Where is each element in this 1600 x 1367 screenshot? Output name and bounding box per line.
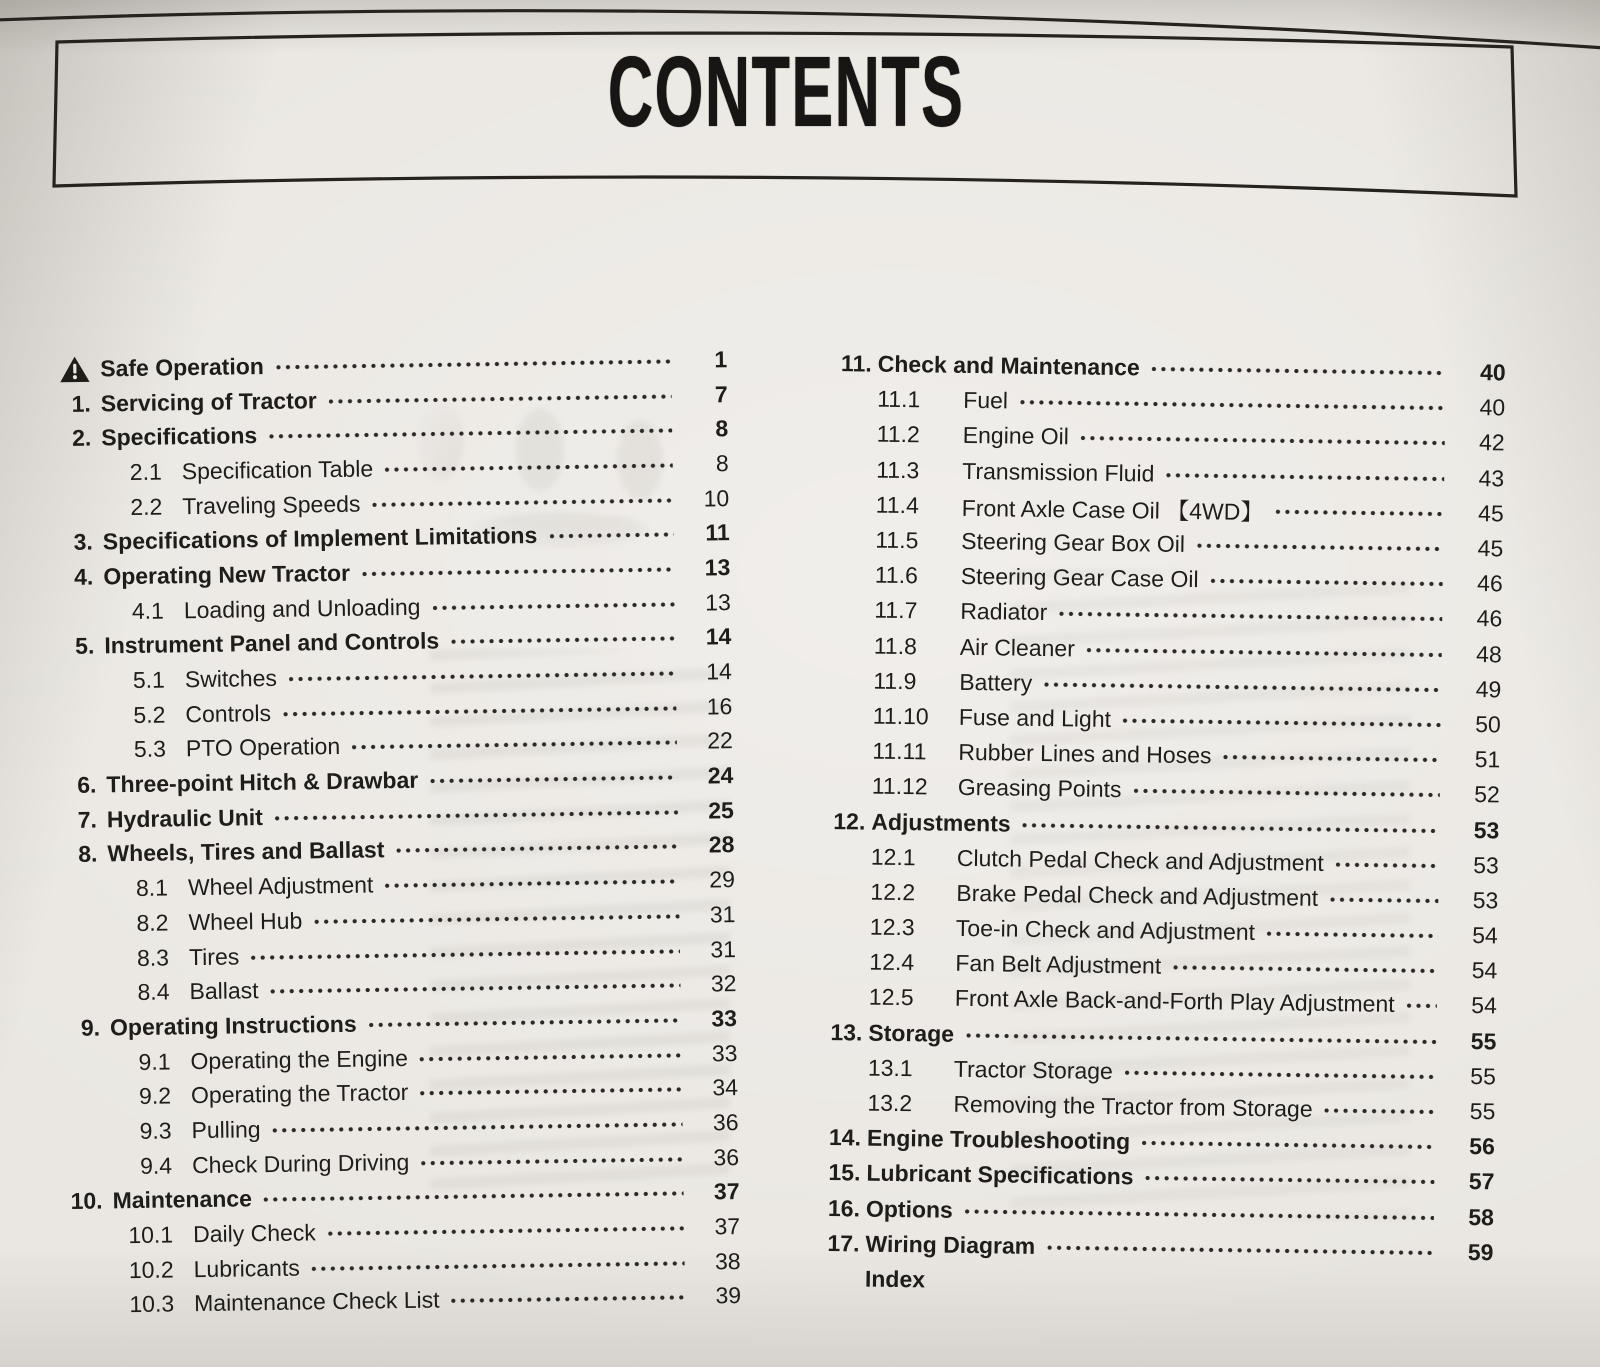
dot-leader (1330, 897, 1438, 904)
toc-entry-number: 13.1 (867, 1054, 913, 1082)
toc-entry-page: 55 (1470, 1027, 1497, 1055)
toc-entry-label: Steering Gear Box Oil (961, 527, 1186, 558)
toc-entry-label: Engine Troubleshooting (866, 1124, 1131, 1155)
toc-entry-number: 13.2 (867, 1089, 913, 1117)
toc-entry-page: 33 (711, 1004, 738, 1032)
toc-entry-number: 4. (73, 563, 94, 590)
toc-entry-number: 6. (77, 771, 97, 798)
toc-entry-label: Maintenance Check List (193, 1286, 440, 1317)
toc-entry-number: 3. (73, 528, 94, 556)
dot-leader (264, 1191, 684, 1202)
toc-entry-page: 53 (1472, 886, 1499, 914)
toc-entry-number: 8.3 (136, 944, 170, 971)
toc-entry-page: 13 (704, 554, 731, 581)
toc-entry-number: 11.1 (877, 385, 921, 413)
toc-entry-number: 9.3 (139, 1117, 172, 1144)
toc-entry-label: Check During Driving (191, 1148, 410, 1178)
toc-entry-number: 8.1 (135, 874, 169, 902)
dot-leader (385, 463, 673, 472)
toc-column-right (817, 346, 1506, 1305)
toc-entry-number: 11.6 (874, 561, 919, 589)
toc-entry-number-empty (817, 1278, 859, 1279)
toc-entry-number: 5.3 (133, 735, 167, 763)
toc-entry-number: 9. (80, 1014, 101, 1041)
toc-entry-label: Battery (959, 668, 1033, 696)
toc-entry-number: 4.1 (131, 597, 165, 624)
toc-entry-page: 58 (1468, 1203, 1495, 1230)
dot-leader (271, 983, 681, 994)
dot-leader (452, 1295, 686, 1303)
dot-leader (1020, 400, 1445, 411)
toc-entry-label: Hydraulic Unit (106, 803, 264, 833)
dot-leader (1211, 579, 1443, 587)
dot-leader (1267, 931, 1438, 938)
dot-leader (1325, 1108, 1436, 1115)
toc-entry-label: Switches (184, 664, 278, 693)
toc-entry-number: 5. (74, 632, 95, 660)
dot-leader (396, 844, 678, 853)
toc-entry-page: 1 (714, 345, 728, 373)
toc-entry-page: 46 (1476, 605, 1503, 632)
toc-entry-number: 11.3 (876, 456, 920, 483)
dot-leader (369, 1018, 681, 1028)
toc-entry-label: Brake Pedal Check and Adjustment (956, 879, 1319, 911)
toc-entry-label: Toe-in Check and Adjustment (955, 914, 1256, 946)
dot-leader (1336, 862, 1439, 868)
toc-entry-label: Front Axle Case Oil 【4WD】 (961, 494, 1264, 525)
dot-leader (1166, 472, 1444, 481)
toc-entry-number: 13. (830, 1018, 863, 1046)
dot-leader (1023, 822, 1440, 833)
dot-leader (314, 914, 679, 924)
page-title: CONTENTS (607, 36, 965, 148)
dot-leader (289, 671, 676, 682)
dot-leader (1044, 682, 1441, 693)
dot-leader (372, 498, 673, 507)
toc-entry-number: 8.4 (137, 978, 170, 1006)
toc-entry-number: 10.1 (128, 1221, 174, 1249)
toc-entry-page: 32 (710, 970, 737, 997)
toc-entry-page: 11 (705, 519, 730, 546)
dot-leader (273, 1122, 683, 1133)
toc-entry-page: 31 (710, 935, 737, 962)
toc-entry-page: 14 (705, 623, 732, 650)
dot-leader (312, 1261, 685, 1272)
toc-entry-number: 8. (78, 840, 98, 868)
toc-entry-page: 37 (713, 1178, 740, 1205)
toc-entry-label: Three-point Hitch & Drawbar (106, 766, 419, 798)
toc-entry-label: Controls (185, 699, 272, 727)
dot-leader (430, 775, 677, 784)
toc-entry-label: Maintenance (112, 1185, 253, 1214)
toc-entry-page: 54 (1471, 992, 1498, 1019)
toc-entry-page: 51 (1474, 746, 1501, 773)
toc-entry-number: 10. (70, 1187, 103, 1215)
toc-entry-page: 34 (712, 1074, 739, 1101)
dot-leader (1059, 612, 1442, 622)
toc-entry-page: 8 (715, 415, 729, 442)
dot-leader (276, 359, 671, 370)
toc-entry-page: 48 (1475, 640, 1502, 668)
dot-leader (965, 1209, 1434, 1221)
dot-leader (385, 879, 679, 888)
toc-entry-number: 11.2 (876, 421, 921, 448)
dot-leader (1275, 509, 1443, 516)
toc-entry-page: 56 (1469, 1133, 1496, 1160)
toc-entry-label: Wheels, Tires and Ballast (107, 836, 385, 867)
toc-entry-label: Specification Table (181, 455, 374, 485)
toc-entry-label: Rubber Lines and Hoses (958, 738, 1212, 769)
warning-icon-cell (42, 355, 90, 383)
dot-leader (432, 602, 674, 611)
toc-entry-page: 59 (1467, 1238, 1494, 1266)
toc-entry-number: 11.11 (872, 737, 927, 765)
dot-leader (329, 393, 672, 403)
dot-leader (328, 1226, 684, 1236)
dot-leader (251, 948, 680, 959)
toc-entry-label: Greasing Points (957, 774, 1122, 803)
toc-entry-label: Instrument Panel and Controls (104, 627, 440, 659)
toc-entry-number: 12.4 (869, 948, 915, 976)
dot-leader (1152, 367, 1446, 376)
toc-entry-label: Front Axle Back-and-Forth Play Adjustment (954, 985, 1395, 1018)
toc-entry-page: 29 (709, 866, 736, 893)
toc-entry-number: 2.2 (130, 493, 163, 520)
toc-entry-page: 33 (711, 1039, 738, 1067)
toc-entry-page: 50 (1475, 711, 1501, 738)
toc-entry-page: 46 (1476, 570, 1503, 597)
toc-entry-number: 12.2 (870, 878, 916, 906)
toc-entry-number: 10.3 (129, 1290, 175, 1318)
toc-entry-page: 54 (1472, 922, 1499, 949)
toc-entry-number: 9.4 (139, 1152, 173, 1179)
toc-entry-label: Air Cleaner (959, 633, 1076, 662)
toc-entry-number: 11.4 (875, 491, 920, 519)
toc-entry-number: 11. (840, 350, 872, 377)
toc-entry-page: 36 (713, 1143, 740, 1171)
toc-entry-page: 36 (712, 1109, 739, 1136)
toc-entry-number: 1. (71, 390, 91, 417)
toc-entry-number: 9.2 (138, 1082, 172, 1110)
toc-entry-page: 16 (706, 692, 733, 720)
toc-entry-page: 45 (1477, 535, 1504, 562)
dot-leader (269, 428, 672, 439)
dot-leader (421, 1157, 683, 1166)
dot-leader (1133, 789, 1439, 798)
toc-entry-number: 11.12 (871, 772, 928, 800)
dot-leader (352, 740, 677, 750)
toc-entry-label: Radiator (960, 598, 1048, 626)
toc-entry-page: 53 (1473, 816, 1500, 843)
dot-leader (549, 532, 674, 539)
toc-entry-page: 13 (704, 588, 731, 616)
toc-entry-label: Fuel (963, 387, 1009, 414)
toc-entry-page: 28 (708, 831, 735, 858)
toc-entry-page: 37 (714, 1213, 741, 1240)
toc-entry-page: 55 (1469, 1098, 1496, 1125)
toc-entry-page: 43 (1478, 464, 1505, 492)
dot-leader (1173, 965, 1437, 974)
toc-entry-page: 14 (706, 658, 733, 685)
toc-entry-label: Safe Operation (100, 352, 265, 382)
toc-entry-number: 9.1 (138, 1048, 171, 1075)
toc-entry-label: Index (864, 1265, 926, 1293)
toc-entry-number: 12.5 (868, 984, 914, 1011)
toc-entry-number: 10.2 (128, 1256, 174, 1283)
dot-leader (420, 1087, 682, 1096)
dot-leader (283, 706, 676, 717)
toc-entry-label: Specifications (101, 422, 258, 451)
dot-leader (1047, 1245, 1433, 1255)
toc-entry-label: Steering Gear Case Oil (960, 563, 1199, 593)
toc-entry-label: Wheel Hub (188, 907, 303, 936)
toc-entry-label: Operating Instructions (109, 1010, 357, 1041)
toc-entry-label: Options (865, 1195, 954, 1223)
toc-entry-label: Daily Check (192, 1219, 316, 1248)
toc-entry-page: 52 (1474, 781, 1500, 808)
dot-leader (362, 567, 674, 577)
toc-entry-number: 11.9 (873, 667, 917, 695)
toc-entry-page: 7 (714, 380, 728, 407)
toc-entry-label: Operating New Tractor (103, 559, 351, 590)
toc-entry-label: Wheel Adjustment (187, 871, 374, 901)
toc-entry-number: 12.1 (870, 843, 916, 870)
toc-entry-page: 53 (1473, 851, 1499, 879)
toc-entry-number: 2.1 (129, 458, 162, 485)
toc-entry-label: Clutch Pedal Check and Adjustment (956, 844, 1324, 876)
toc-entry-number: 8.2 (136, 909, 169, 936)
warning-triangle-icon (59, 355, 90, 382)
toc-entry-number: 11.5 (875, 526, 919, 554)
dot-leader (1145, 1176, 1434, 1185)
toc-entry-page: 45 (1477, 499, 1504, 527)
toc-entry-page: 38 (714, 1247, 741, 1275)
toc-entry-page: 24 (707, 762, 734, 789)
toc-entry-number: 5.2 (133, 701, 166, 728)
dot-leader (1197, 543, 1443, 551)
toc-entry-label: Engine Oil (962, 422, 1070, 450)
toc-entry-number: 11.7 (874, 597, 918, 624)
toc-entry-number: 5.1 (132, 666, 166, 694)
dot-leader (1407, 1004, 1437, 1009)
toc-entry-page: 31 (709, 900, 736, 928)
toc-entry-label: PTO Operation (185, 733, 341, 762)
toc-entry-page: 42 (1478, 429, 1505, 456)
dot-leader (275, 810, 678, 821)
dot-leader (1123, 718, 1441, 727)
dot-leader (1125, 1070, 1436, 1079)
toc-entry-label: Wiring Diagram (865, 1230, 1036, 1259)
toc-entry-number: 12. (833, 807, 866, 835)
toc-entry-page: 55 (1470, 1062, 1497, 1090)
toc-entry-label: Storage (868, 1019, 955, 1047)
toc-entry-page: 39 (715, 1282, 742, 1309)
dot-leader (451, 636, 675, 644)
toc-entry-page: 49 (1475, 675, 1502, 703)
toc-entry-page: 25 (708, 796, 735, 824)
toc-entry-label: Fan Belt Adjustment (955, 950, 1162, 979)
dot-leader (1223, 755, 1440, 763)
toc-entry-page: 40 (1479, 394, 1506, 421)
toc-entry-label: Removing the Tractor from Storage (953, 1090, 1313, 1122)
toc-entry-label: Pulling (191, 1116, 261, 1144)
toc-entry-label: Transmission Fluid (962, 457, 1155, 487)
toc-entry-number: 14. (828, 1124, 862, 1151)
dot-leader (1142, 1141, 1435, 1150)
toc-entry-label: Specifications of Implement Limitations (102, 522, 538, 555)
toc-entry-label: Operating the Tractor (190, 1079, 409, 1109)
toc-column-left (42, 342, 741, 1323)
toc-entry-page: 40 (1479, 359, 1506, 386)
toc-entry-number: 11.10 (872, 702, 929, 730)
toc-entry-label: Loading and Unloading (183, 593, 421, 623)
toc-entry-label: Operating the Engine (190, 1044, 409, 1074)
toc-entry-page: 54 (1471, 957, 1498, 984)
toc-entry-page: 22 (707, 727, 734, 754)
toc-entry-label: Lubricant Specifications (866, 1159, 1134, 1190)
toc-entry-number: 11.8 (873, 632, 918, 659)
toc-entry-label: Tractor Storage (953, 1055, 1114, 1084)
dot-leader (1087, 647, 1442, 657)
dot-leader (420, 1052, 682, 1061)
toc-entry-label: Check and Maintenance (877, 350, 1140, 381)
toc-entry-number: 15. (828, 1159, 861, 1186)
toc-entry-label: Tires (188, 942, 240, 970)
toc-entry-number: 17. (827, 1229, 860, 1257)
toc-entry-number: 12.3 (869, 913, 915, 941)
dot-leader (966, 1033, 1436, 1045)
toc-entry-page: 8 (715, 450, 729, 477)
toc-entry-number: 2. (71, 424, 92, 452)
toc-entry-label: Traveling Speeds (182, 490, 361, 519)
toc-entry-number: 16. (827, 1194, 861, 1222)
toc-entry-label: Adjustments (871, 808, 1011, 837)
toc-entry-label: Lubricants (193, 1254, 300, 1282)
toc-entry-label: Ballast (189, 977, 259, 1005)
toc-entry-page: 10 (703, 484, 730, 512)
toc-entry-number: 7. (77, 806, 98, 833)
toc-entry-label: Fuse and Light (958, 703, 1112, 732)
toc-entry-label: Servicing of Tractor (100, 386, 317, 416)
dot-leader (1081, 436, 1445, 446)
toc-entry-page: 57 (1468, 1168, 1495, 1195)
